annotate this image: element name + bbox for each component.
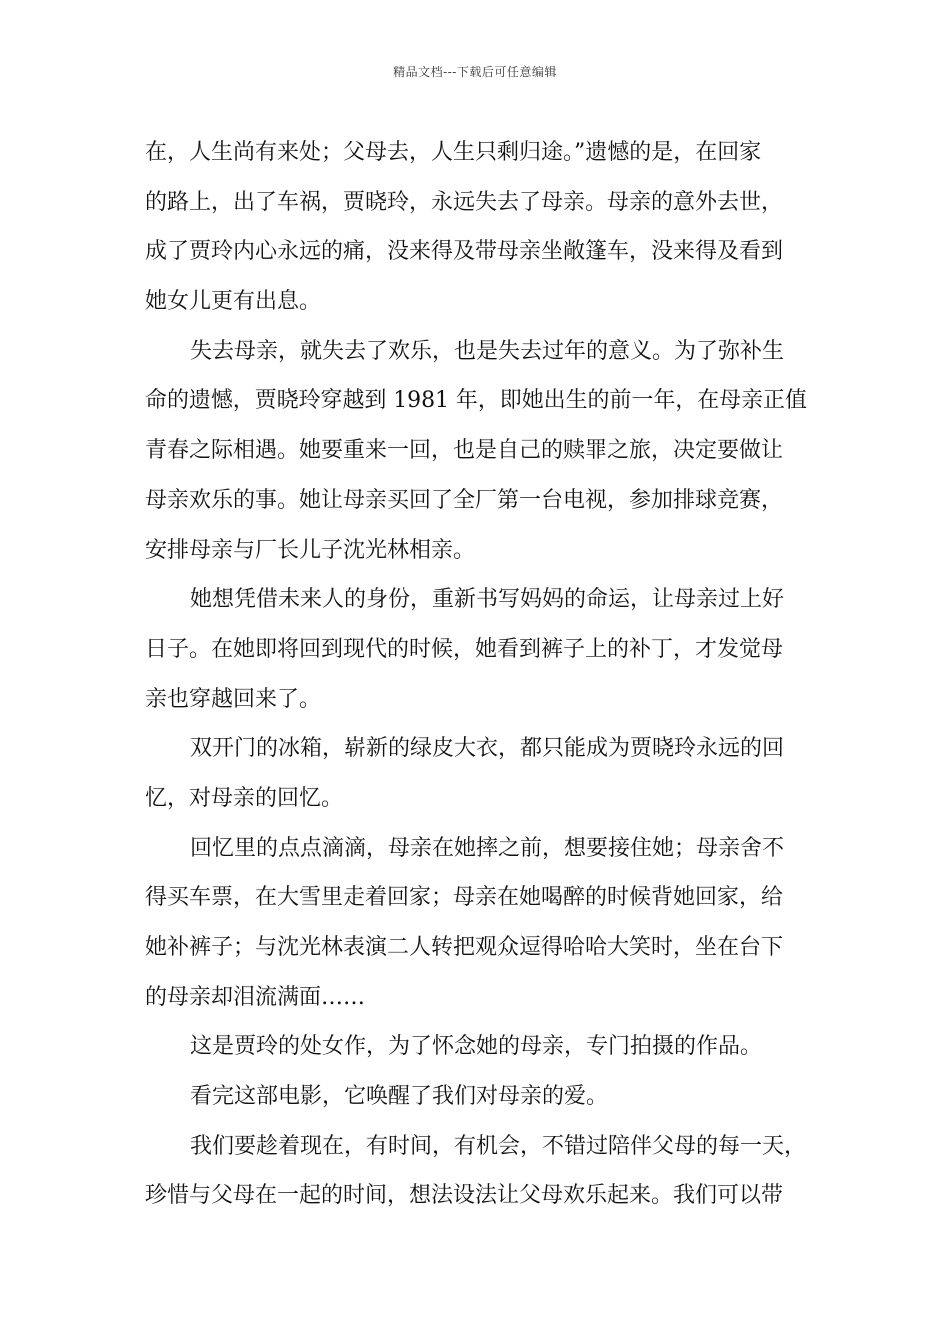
text-line: 的路上，出了车祸，贾晓玲，永远失去了母亲。母亲的意外去世， xyxy=(145,189,784,215)
text-line: 亲也穿越回来了。 xyxy=(145,686,322,712)
text-line: 命的遗憾，贾晓玲穿越到 1981 年，即她出生的前一年，在母亲正值 xyxy=(145,388,807,414)
text-line: 失去母亲，就失去了欢乐，也是失去过年的意义。为了弥补生 xyxy=(190,338,785,364)
text-line: 看完这部电影，它唤醒了我们对母亲的爱。 xyxy=(190,1084,609,1110)
text-line: 她女儿更有出息。 xyxy=(145,289,322,315)
text-line: 珍惜与父母在一起的时间，想法设法让父母欢乐起来。我们可以带 xyxy=(145,1183,784,1209)
text-line: 我们要趁着现在，有时间，有机会，不错过陪伴父母的每一天， xyxy=(190,1133,807,1159)
text-line: 青春之际相遇。她要重来一回，也是自己的赎罪之旅，决定要做让 xyxy=(145,438,784,464)
text-line: 日子。在她即将回到现代的时候，她看到裤子上的补丁，才发觉母 xyxy=(145,636,784,662)
text-line: 的母亲却泪流满面…… xyxy=(145,984,366,1010)
text-line: 忆，对母亲的回忆。 xyxy=(145,785,344,811)
text-line: 这是贾玲的处女作，为了怀念她的母亲，专门拍摄的作品。 xyxy=(190,1034,763,1060)
page-header: 精品文档---下载后可任意编辑 xyxy=(393,65,557,79)
text-line: 得买车票，在大雪里走着回家；母亲在她喝醉的时候背她回家，给 xyxy=(145,885,784,911)
text-line: 在，人生尚有来处；父母去，人生只剩归途。”遗憾的是，在回家 xyxy=(145,140,762,165)
text-line: 成了贾玲内心永远的痛，没来得及带母亲坐敞篷车，没来得及看到 xyxy=(145,239,784,265)
text-line: 母亲欢乐的事。她让母亲买回了全厂第一台电视，参加排球竞赛， xyxy=(145,487,784,513)
text-line: 安排母亲与厂长儿子沈光林相亲。 xyxy=(145,537,476,563)
text-line: 她想凭借未来人的身份，重新书写妈妈的命运，让母亲过上好 xyxy=(190,587,785,613)
document-body xyxy=(145,128,807,1221)
text-line: 回忆里的点点滴滴，母亲在她摔之前，想要接住她；母亲舍不 xyxy=(190,835,785,861)
text-line: 她补裤子；与沈光林表演二人转把观众逗得哈哈大笑时，坐在台下 xyxy=(145,935,784,960)
text-line: 双开门的冰箱，崭新的绿皮大衣，都只能成为贾晓玲永远的回 xyxy=(190,736,785,762)
